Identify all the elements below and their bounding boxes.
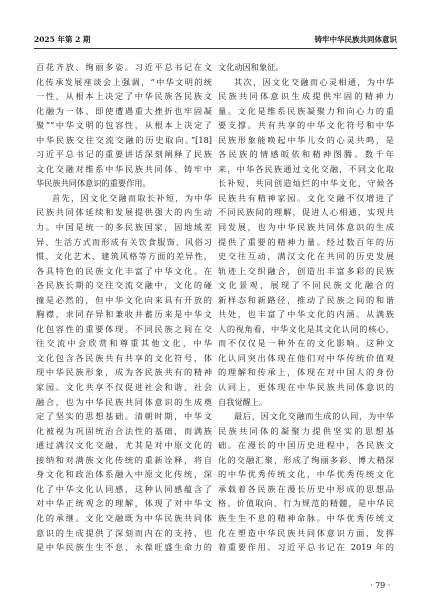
right-column xyxy=(218,60,394,555)
text-line: 融合，也为中华民族共同体意识的生成奠 xyxy=(36,396,212,407)
text-line: 自我觉醒上。 xyxy=(218,396,268,407)
text-line: 各民族长期的交往交流交融中，文化的碰 xyxy=(36,280,212,291)
text-line: 各具特色的民族文化丰富了中华文化。在 xyxy=(36,265,212,276)
text-line: 文化交融对维系中华民族共同体、铸牢中 xyxy=(36,163,212,174)
text-line: 化了中华文化认同感，这种认同感蕴含了 xyxy=(36,483,212,494)
text-line: 民族共同体意识生成提供牢固的精神力 xyxy=(218,91,394,102)
text-line: 文化动因和象征。 xyxy=(218,62,284,72)
page-number: · 79 · xyxy=(370,581,391,590)
text-line: 来，中华各民族通过文化交融，不同文化取 xyxy=(218,163,394,174)
text-line: 轨迹上交织融合，创造出丰富多彩的民族 xyxy=(218,265,394,276)
text-line: 长补短，共同创造灿烂的中华文化，守候各 xyxy=(218,178,394,189)
text-line: 认同上，更体现在中华民族共同体意识的 xyxy=(218,382,394,393)
text-line: 异、生活方式而形成有关饮食服饰、风俗习 xyxy=(36,236,212,247)
text-line: 共处，也丰富了中华文化的内涵。从满族 xyxy=(218,309,394,320)
text-line: 对中华正统观念的理解，体现了对中华文 xyxy=(36,498,212,509)
text-line: 民族共有精神家园。文化交融不仅增进了 xyxy=(218,192,394,203)
text-line: 民族形象能唤起中华儿女的心灵共鸣，是 xyxy=(218,134,394,145)
text-line: 华民族共同体意识的重要作用。 xyxy=(36,178,151,189)
text-line: 化融为一体、即使遭遇重大挫折也牢固凝 xyxy=(36,105,212,116)
running-header xyxy=(34,34,397,48)
issue-label: 2025 年第 2 期 xyxy=(34,35,91,44)
text-line: 础。在漫长的中国历史进程中，各民族文 xyxy=(218,440,394,451)
section-title: 铸牢中华民族共同体意识 xyxy=(314,35,397,44)
text-line: 文化景观，展现了不同民族文化融合的 xyxy=(218,280,394,291)
text-line: 着重要作用。习近平总书记在 2019 年的 xyxy=(218,542,394,553)
text-line: 撞是必然的，但中华文化向来具有开放的 xyxy=(36,294,212,305)
header-rule xyxy=(34,48,397,49)
text-line: 民族共同体的凝聚力提供坚实的思想基 xyxy=(218,425,394,436)
left-column xyxy=(36,60,212,555)
text-line: 习近平总书记的重要讲话深刻阐释了民族 xyxy=(36,149,212,160)
text-line: 民族共同体延续和发展提供强大的内生动 xyxy=(36,207,212,218)
text-line: 化传承发展座谈会上强调，“中华文明的统 xyxy=(36,76,212,87)
text-line: 其次，因文化交融而心灵相通，为中华 xyxy=(234,76,394,87)
text-line: 化在塑造中华民族共同体意识方面，发挥 xyxy=(218,527,394,538)
text-line: 接纳和对满族文化传统的重新诠释，将自 xyxy=(36,454,212,465)
text-line: 现中华民族形象，成为各民族共有的精神 xyxy=(36,367,212,378)
text-line: 一性，从根本上决定了中华民族各民族文 xyxy=(36,91,212,102)
text-line: 提供了重要的精神力量。经过数百年的历 xyxy=(218,236,394,247)
text-line: 化包容性的重要体现。不同民族之间在交 xyxy=(36,323,212,334)
text-line: 惯、文化艺术、建筑风格等方面的差异性， xyxy=(36,251,212,262)
text-line: 量。文化是维系民族凝聚力和向心力的重 xyxy=(218,105,394,116)
text-line: 要支撑。共有共享的中华文化符号和中华 xyxy=(218,120,394,131)
text-line: 格、价值取向、行为规范的精髓，是中华民 xyxy=(218,498,394,509)
text-line: 百花齐放、绚丽多姿。习近平总书记在文 xyxy=(36,62,212,72)
text-line: 通过满汉文化交融，尤其是对中原文化的 xyxy=(36,440,212,451)
text-line: 而不仅仅是一种外在的文化影响。这种文 xyxy=(218,338,394,349)
text-line: 的理解和传承上，体现在对中国人的身份 xyxy=(218,367,394,378)
text-line: 文化包含各民族共有共享的文化符号，体 xyxy=(36,352,212,363)
text-line: 史交往互动，满汉文化在共同的历史发展 xyxy=(218,251,394,262)
text-line: 往交流中会欣赏和尊重其他文化，中华 xyxy=(36,338,212,349)
text-line: 化被视为巩固统治合法性的基础，而满族 xyxy=(36,425,212,436)
text-line: 首先，因文化交融而取长补短，为中华 xyxy=(52,192,212,203)
text-line: 聚”“中华文明的包容性，从根本上决定了 xyxy=(36,120,212,131)
text-line: 人的视角看，中华文化是其文化认同的核心， xyxy=(218,323,394,334)
text-line: 家园。文化共享不仅促进社会和谐、社会 xyxy=(36,382,212,393)
text-line: 中华民族交往交流交融的历史取向。”[18] xyxy=(36,134,212,145)
text-line: 化的交融汇聚，形成了绚丽多彩、博大精深 xyxy=(218,454,394,465)
text-line: 胸襟，求同存异和兼收并蓄历来是中华文 xyxy=(36,309,212,320)
text-line: 化的承继。文化交融既为中华民族共同体 xyxy=(36,512,212,523)
text-line: 各民族的情感皈依和精神图腾。数千年 xyxy=(218,149,394,160)
text-line: 力。中国是统一的多民族国家，因地域差 xyxy=(36,222,212,233)
text-line: 新样态和新路径，推动了民族之间的和谐 xyxy=(218,294,394,305)
text-line: 意识的生成提供了深刻而内在的支持，也 xyxy=(36,527,212,538)
text-line: 定了坚实的思想基础。清朝时期，中华文 xyxy=(36,411,212,422)
text-line: 同发展，也为中华民族共同体意识的生成 xyxy=(218,222,394,233)
text-line: 是中华民族生生不息、永葆旺盛生命力的 xyxy=(36,542,212,553)
text-line: 最后，因文化交融而生成的认同，为中华 xyxy=(234,411,394,422)
text-line: 的中华优秀传统文化，中华优秀传统文化 xyxy=(218,469,394,480)
text-line: 承载着各民族在漫长历史中形成的思想品 xyxy=(218,483,394,494)
text-line: 身文化和政治体系融入中原文化传统，深 xyxy=(36,469,212,480)
text-line: 族生生不息的精神命脉。中华优秀传统文 xyxy=(218,512,394,523)
text-line: 不同民族间的理解，促进人心相通，实现共 xyxy=(218,207,394,218)
text-line: 化认同突出体现在他们对中华传统价值观 xyxy=(218,352,394,363)
